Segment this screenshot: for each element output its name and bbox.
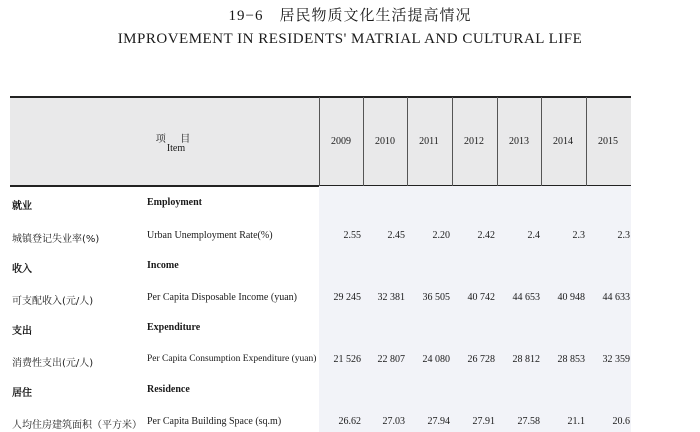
section-label-chinese: 就业	[12, 201, 32, 212]
table-cell: 2.45	[387, 230, 405, 241]
row-label-chinese: 人均住房建筑面积（平方米）	[12, 420, 142, 431]
table-cell: 2.4	[527, 230, 540, 241]
section-label-english: Income	[147, 260, 179, 271]
row-label-chinese: 消费性支出(元/人)	[12, 358, 94, 369]
header-item-english: Item	[166, 143, 186, 154]
table-cell: 40 948	[557, 292, 585, 303]
section-label-english: Residence	[147, 384, 190, 395]
table-cell: 2.20	[432, 230, 450, 241]
table-cell: 32 359	[602, 354, 630, 365]
table-cell: 21.1	[567, 416, 585, 427]
table-top-rule	[10, 96, 631, 98]
row-label-chinese: 可支配收入(元/人)	[12, 296, 94, 307]
table-title-chinese: 19−6 居民物质文化生活提高情况	[228, 8, 472, 24]
table-cell: 27.03	[382, 416, 405, 427]
section-label-english: Employment	[147, 197, 202, 208]
table-cell: 26.62	[338, 416, 361, 427]
data-area-background	[319, 186, 631, 432]
year-header: 2009	[331, 136, 351, 147]
table-cell: 27.94	[427, 416, 450, 427]
year-header: 2014	[553, 136, 573, 147]
table-cell: 32 381	[377, 292, 405, 303]
table-cell: 28 853	[557, 354, 585, 365]
table-cell: 44 653	[512, 292, 540, 303]
table-cell: 27.58	[517, 416, 540, 427]
table-cell: 22 807	[377, 354, 405, 365]
table-cell: 36 505	[422, 292, 450, 303]
row-label-english: Per Capita Consumption Expenditure (yuan)	[147, 354, 317, 364]
table-title-english: IMPROVEMENT IN RESIDENTS' MATRIAL AND CULTURAL LIFE	[117, 31, 583, 47]
table-cell: 2.55	[343, 230, 361, 241]
table-cell: 27.91	[472, 416, 495, 427]
section-label-chinese: 居住	[12, 388, 32, 399]
year-header: 2010	[375, 136, 395, 147]
header-item-chinese: 项 目	[155, 134, 197, 145]
year-header: 2015	[598, 136, 618, 147]
year-header: 2012	[464, 136, 484, 147]
table-cell: 40 742	[467, 292, 495, 303]
year-header: 2013	[509, 136, 529, 147]
table-cell: 24 080	[422, 354, 450, 365]
row-label-english: Urban Unemployment Rate(%)	[147, 230, 273, 241]
row-label-english: Per Capita Disposable Income (yuan)	[147, 292, 297, 303]
table-cell: 2.3	[572, 230, 585, 241]
table-cell: 26 728	[467, 354, 495, 365]
section-label-chinese: 支出	[12, 326, 32, 337]
year-header: 2011	[419, 136, 439, 147]
table-cell: 29 245	[333, 292, 361, 303]
table-cell: 20.6	[612, 416, 630, 427]
section-label-chinese: 收入	[12, 264, 32, 275]
table-cell: 44 633	[602, 292, 630, 303]
table-cell: 28 812	[512, 354, 540, 365]
table-cell: 2.3	[617, 230, 630, 241]
row-label-english: Per Capita Building Space (sq.m)	[147, 416, 282, 427]
table-cell: 21 526	[333, 354, 361, 365]
section-label-english: Expenditure	[147, 322, 201, 333]
table-cell: 2.42	[477, 230, 495, 241]
row-label-chinese: 城镇登记失业率(%)	[12, 234, 100, 245]
